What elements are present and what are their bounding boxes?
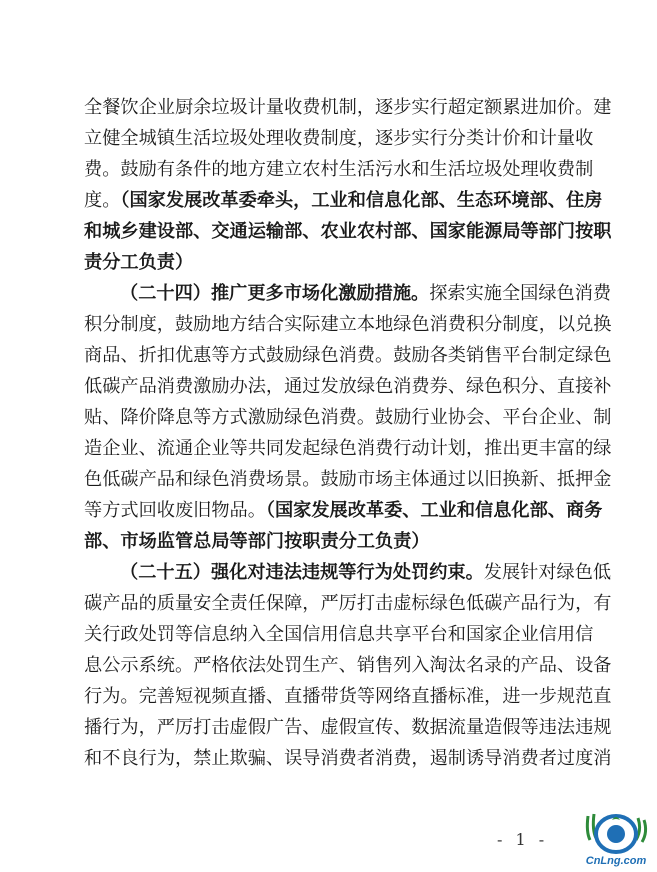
bold-text-segment: （二十五）强化对违法违规等行为处罚约束。 — [120, 562, 484, 583]
text-line — [84, 96, 612, 120]
text-segment: 造企业、流通企业等共同发起绿色消费行动计划，推出更丰富的绿 — [84, 438, 612, 459]
text-segment: 色低碳产品和绿色消费场景。鼓励市场主体通过以旧换新、抵押金 — [84, 469, 612, 490]
text-segment: 商品、折扣优惠等方式鼓励绿色消费。鼓励各类销售平台制定绿色 — [84, 345, 612, 366]
text-segment: 费。鼓励有条件的地方建立农村生活污水和生活垃圾处理收费制 — [84, 159, 594, 180]
page-number: - 1 - — [497, 830, 549, 849]
cnlng-logo-icon[interactable] — [580, 812, 652, 868]
bold-text-segment: （二十四）推广更多市场化激励措施。 — [120, 283, 430, 304]
text-line — [84, 685, 612, 709]
text-line — [84, 127, 594, 151]
text-segment: 碳产品的质量安全责任保障，严厉打击虚标绿色低碳产品行为，有 — [84, 593, 612, 614]
logo-text: CnLng.com — [585, 855, 647, 867]
text-line — [84, 654, 612, 678]
bold-text-segment: （国家发展改革委、工业和信息化部、商务 — [265, 500, 603, 521]
text-line — [84, 220, 612, 244]
text-line — [84, 375, 612, 399]
text-segment: 关行政处罚等信息纳入全国信用信息共享平台和国家企业信用信 — [84, 624, 594, 645]
text-line — [84, 468, 612, 492]
text-line — [84, 716, 612, 740]
text-segment: 贴、降价降息等方式激励绿色消费。鼓励行业协会、平台企业、制 — [84, 407, 612, 428]
text-segment: 全餐饮企业厨余垃圾计量收费机制，逐步实行超定额累进加价。建 — [84, 97, 612, 118]
bold-text-segment: （国家发展改革委牵头，工业和信息化部、生态环境部、住房 — [120, 190, 603, 211]
text-line — [84, 189, 603, 213]
text-line — [84, 592, 612, 616]
text-segment: 探索实施全国绿色消费 — [429, 283, 612, 304]
text-segment: 播行为，严厉打击虚假广告、虚假宣传、数据流量造假等违法违规 — [84, 717, 612, 738]
bold-text-segment: 责分工负责） — [84, 252, 194, 273]
text-line — [84, 747, 612, 771]
text-line — [84, 313, 612, 337]
text-segment: 立健全城镇生活垃圾处理收费制度，逐步实行分类计价和计量收 — [84, 128, 594, 149]
text-line — [84, 530, 580, 554]
text-segment: 和不良行为，禁止欺骗、误导消费者消费，遏制诱导消费者过度消 — [84, 748, 612, 769]
text-line — [84, 251, 580, 275]
text-segment: 发展针对绿色低 — [483, 562, 612, 583]
text-segment: 行为。完善短视频直播、直播带货等网络直播标准，进一步规范直 — [84, 686, 612, 707]
text-line — [84, 437, 612, 461]
bold-text-segment: 部、市场监管总局等部门按职责分工负责） — [84, 531, 430, 552]
text-line — [84, 623, 594, 647]
text-segment: 积分制度，鼓励地方结合实际建立本地绿色消费积分制度，以兑换 — [84, 314, 612, 335]
text-line — [84, 344, 612, 368]
text-segment: 等方式回收废旧物品。 — [84, 500, 266, 521]
text-line — [84, 282, 612, 306]
text-line — [84, 406, 612, 430]
text-line — [84, 499, 603, 523]
text-segment: 度。 — [84, 190, 121, 211]
text-segment: 息公示系统。严格依法处罚生产、销售列入淘汰名录的产品、设备 — [84, 655, 612, 676]
text-line — [84, 158, 594, 182]
text-line — [84, 561, 612, 585]
text-segment: 低碳产品消费激励办法，通过发放绿色消费券、绿色积分、直接补 — [84, 376, 612, 397]
bold-text-segment: 和城乡建设部、交通运输部、农业农村部、国家能源局等部门按职 — [84, 221, 612, 242]
